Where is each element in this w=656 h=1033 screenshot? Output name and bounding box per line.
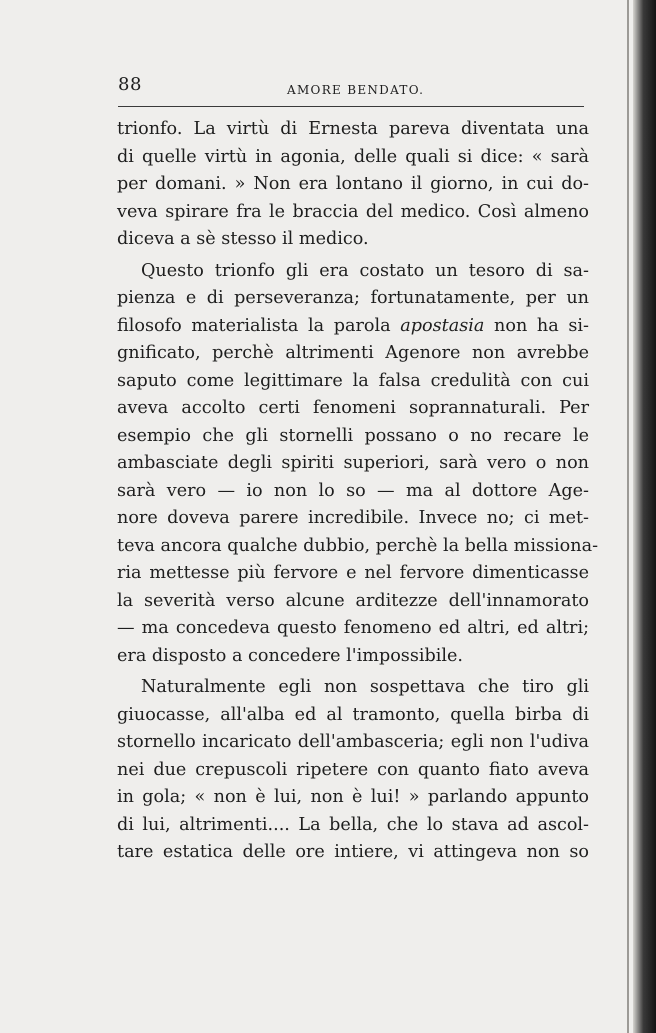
text-line: sarà vero — io non lo so — ma al dottore Age- — [117, 480, 589, 501]
text-line: di quelle virtù in agonia, delle quali si dice: « sarà — [117, 146, 589, 167]
running-title: AMORE BENDATO. — [287, 83, 425, 97]
body-text — [117, 116, 599, 867]
text-line: nei due crepuscoli ripetere con quanto fiato aveva — [117, 759, 589, 780]
text-line: era disposto a concedere l'impossibile. — [117, 645, 464, 666]
text-line: Naturalmente egli non sospettava che tiro gli — [141, 677, 589, 697]
header-rule — [118, 106, 584, 107]
paragraph — [117, 258, 599, 671]
paragraph — [117, 116, 589, 254]
text-line: teva ancora qualche dubbio, perchè la bella missiona- — [117, 535, 599, 556]
page-edge-line — [627, 0, 629, 1033]
text-line: ambasciate degli spiriti superiori, sarà vero o non — [117, 453, 589, 473]
text-line: nore doveva parere incredibile. Invece no; ci met- — [117, 508, 589, 528]
text-line: gnificato, perchè altrimenti Agenore non avrebbe — [117, 343, 589, 363]
text-line: giuocasse, all'alba ed al tramonto, quella birba di — [117, 704, 589, 725]
text-line: in gola; « non è lui, non è lui! » parlando appunto — [117, 787, 589, 807]
text-fragment: filosofo materialista la parola — [117, 315, 391, 336]
page-number: 88 — [118, 74, 142, 95]
text-line — [117, 313, 589, 341]
text-line: di lui, altrimenti.... La bella, che lo stava ad ascol- — [117, 814, 589, 835]
text-line: trionfo. La virtù di Ernesta pareva diventata una — [117, 119, 589, 139]
text-line: per domani. » Non era lontano il giorno, in cui do- — [117, 174, 589, 194]
text-line: diceva a sè stesso il medico. — [117, 229, 369, 249]
text-line: tare estatica delle ore intiere, vi attingeva non so — [117, 842, 589, 862]
text-line: ria mettesse più fervore e nel fervore dimenticasse — [117, 563, 589, 583]
text-line: pienza e di perseveranza; fortunatamente, per un — [117, 288, 589, 308]
italic-word: apostasia — [400, 315, 485, 336]
text-line: veva spirare fra le braccia del medico. Così almeno — [117, 201, 589, 222]
paragraph — [117, 674, 589, 867]
text-fragment: non ha si- — [494, 315, 590, 336]
text-line: Questo trionfo gli era costato un tesoro di sa- — [141, 260, 589, 281]
text-line: — ma concedeva questo fenomeno ed altri, ed altri; — [117, 618, 589, 638]
text-line: aveva accolto certi fenomeni soprannaturali. Per — [117, 398, 589, 418]
page-edge-shadow — [633, 0, 656, 1033]
text-line: la severità verso alcune arditezze dell'innamorato — [117, 590, 589, 611]
text-line: esempio che gli stornelli possano o no recare le — [117, 425, 589, 446]
text-line: stornello incaricato dell'ambasceria; egli non l'udiva — [117, 732, 589, 752]
text-line: saputo come legittimare la falsa credulità con cui — [117, 370, 589, 391]
